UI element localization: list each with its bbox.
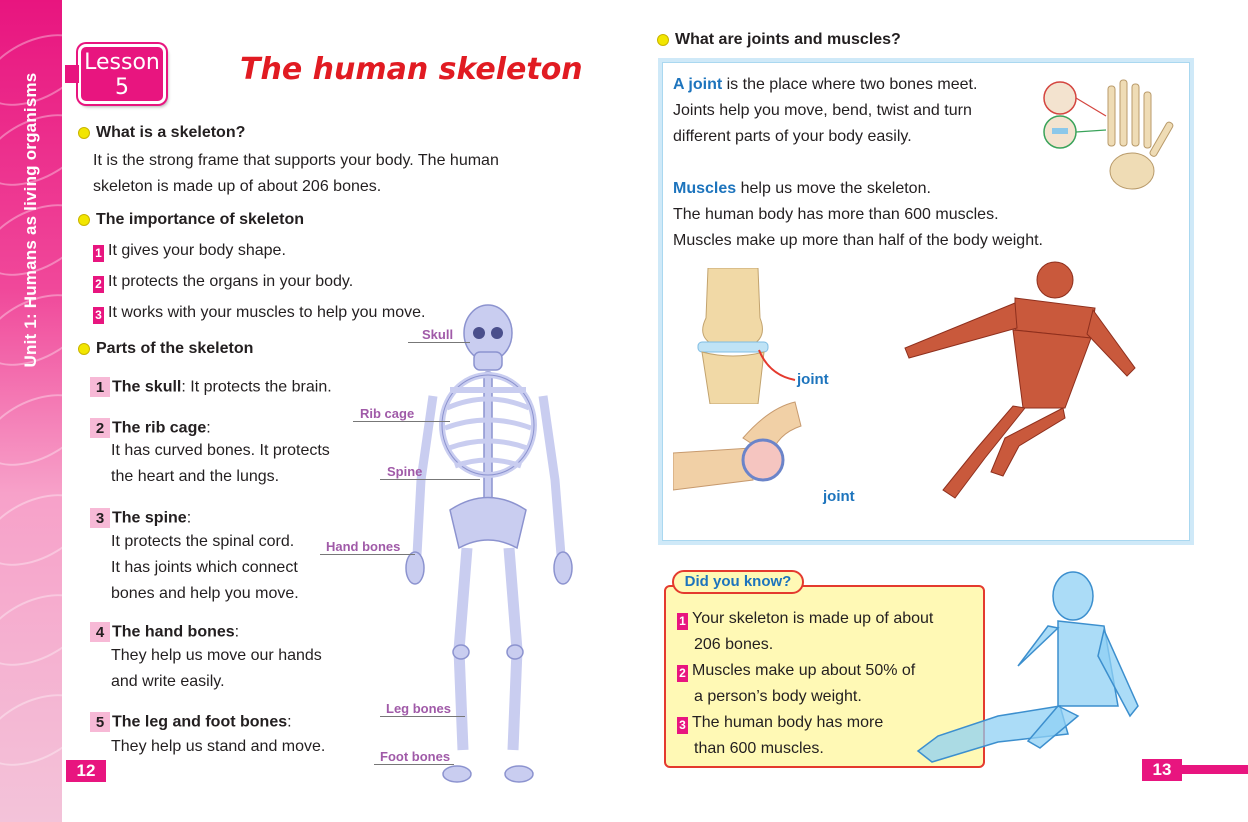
bullet-icon xyxy=(78,214,90,226)
part-separator: : xyxy=(234,623,240,641)
did-you-know-facts xyxy=(677,606,933,762)
muscle-texture xyxy=(0,380,62,481)
page-number-right: 13 xyxy=(1142,759,1182,781)
part-spine-desc xyxy=(111,529,299,607)
elbow-joint-illustration xyxy=(673,398,803,503)
part-separator: : xyxy=(287,713,292,731)
fact-number: 2 xyxy=(677,665,688,682)
heading-text: What is a skeleton? xyxy=(96,124,246,141)
text-fragment: is the place where two bones meet. xyxy=(722,76,978,93)
item-number: 1 xyxy=(93,245,104,262)
part-number: 1 xyxy=(90,377,110,397)
item-text: It protects the organs in your body. xyxy=(108,273,354,290)
part-desc: It protects the brain. xyxy=(185,378,332,396)
part-leg-foot-bones-desc xyxy=(111,734,325,760)
heading-text: The importance of skeleton xyxy=(96,211,305,228)
text-line xyxy=(673,72,977,98)
label-leg-bones: Leg bones xyxy=(386,701,452,716)
text-line: It has joints which connect xyxy=(111,559,298,576)
text-line: different parts of your body easily. xyxy=(673,128,912,145)
label-foot-bones: Foot bones xyxy=(380,749,451,764)
heading-text: What are joints and muscles? xyxy=(675,31,901,48)
part-number: 2 xyxy=(90,418,110,438)
bullet-icon xyxy=(78,127,90,139)
fact-text: 206 bones. xyxy=(694,636,774,653)
text-line: It has curved bones. It protects xyxy=(111,442,330,459)
text-line: It is the strong frame that supports your body. The human xyxy=(93,152,499,169)
part-leg-foot-bones xyxy=(90,712,292,732)
text-line: They help us move our hands xyxy=(111,647,322,664)
heading-joints-muscles xyxy=(657,31,901,49)
part-name: The hand bones xyxy=(112,623,235,641)
part-name: The spine xyxy=(112,509,187,527)
heading-what-is-skeleton xyxy=(78,124,245,142)
text-line: skeleton is made up of about 206 bones. xyxy=(93,178,382,195)
heading-text: Parts of the skeleton xyxy=(96,340,254,357)
part-rib-cage xyxy=(90,418,211,438)
heading-parts xyxy=(78,340,253,358)
term-muscles: Muscles xyxy=(673,180,737,197)
label-skull: Skull xyxy=(422,327,454,342)
list-item xyxy=(93,297,425,328)
part-hand-bones-desc xyxy=(111,643,322,695)
skeleton-definition xyxy=(93,148,499,200)
fact-text: a person’s body weight. xyxy=(694,688,862,705)
leader-line xyxy=(380,479,480,480)
part-name: The rib cage xyxy=(112,419,207,437)
part-separator: : xyxy=(181,378,186,396)
knee-pointer-arrow xyxy=(755,340,800,385)
lesson-badge-tab xyxy=(65,65,79,83)
leader-line xyxy=(353,421,450,422)
lesson-number: 5 xyxy=(115,75,129,100)
fact-text: Muscles make up about 50% of xyxy=(692,662,916,679)
importance-list xyxy=(93,235,425,328)
page-title: The human skeleton xyxy=(240,52,583,87)
did-you-know-title: Did you know? xyxy=(672,570,804,594)
fact-number: 1 xyxy=(677,613,688,630)
part-spine xyxy=(90,508,191,528)
leader-line xyxy=(380,716,465,717)
part-skull xyxy=(90,377,332,397)
part-hand-bones xyxy=(90,622,239,642)
skeleton-illustration xyxy=(395,300,585,800)
item-text: It works with your muscles to help you move. xyxy=(108,304,426,321)
part-number: 5 xyxy=(90,712,110,732)
fact-line xyxy=(677,658,933,684)
fact-text: than 600 muscles. xyxy=(694,740,824,757)
text-line: Joints help you move, bend, twist and turn xyxy=(673,102,972,119)
text-line: bones and help you move. xyxy=(111,585,299,602)
list-item xyxy=(93,266,425,297)
text-line: Muscles make up more than half of the body weight. xyxy=(673,232,1043,249)
term-joint: A joint xyxy=(673,76,723,93)
unit-label: Unit 1: Humans as living organisms xyxy=(21,72,40,368)
text-line: the heart and the lungs. xyxy=(111,468,280,485)
page-number-left: 12 xyxy=(66,760,106,782)
text-line: and write easily. xyxy=(111,673,225,690)
bullet-icon xyxy=(657,34,669,46)
muscle-texture xyxy=(0,580,62,681)
muscles-definition xyxy=(673,176,1043,254)
label-rib-cage: Rib cage xyxy=(360,406,415,421)
unit-side-strip xyxy=(0,0,62,822)
part-number: 4 xyxy=(90,622,110,642)
item-text: It gives your body shape. xyxy=(108,242,286,259)
joint-definition xyxy=(673,72,977,150)
muscle-texture xyxy=(0,480,62,581)
hand-bones-illustration xyxy=(1040,76,1180,196)
leader-line xyxy=(408,342,470,343)
label-elbow-joint: joint xyxy=(823,488,855,505)
fact-line xyxy=(677,710,933,736)
label-knee-joint: joint xyxy=(797,371,829,388)
text-fragment: help us move the skeleton. xyxy=(736,180,931,197)
part-name: The leg and foot bones xyxy=(112,713,288,731)
page-number-bar xyxy=(1180,765,1248,774)
bullet-icon xyxy=(78,343,90,355)
muscular-body-illustration xyxy=(895,258,1145,508)
leader-line xyxy=(320,554,415,555)
label-hand-bones: Hand bones xyxy=(326,539,401,554)
lesson-word: Lesson xyxy=(84,50,160,75)
item-number: 3 xyxy=(93,307,104,324)
lesson-badge xyxy=(78,44,166,104)
fact-number: 3 xyxy=(677,717,688,734)
label-spine: Spine xyxy=(387,464,423,479)
item-number: 2 xyxy=(93,276,104,293)
fact-text: Your skeleton is made up of about xyxy=(692,610,934,627)
fact-text: The human body has more xyxy=(692,714,884,731)
part-number: 3 xyxy=(90,508,110,528)
leader-line xyxy=(374,764,454,765)
part-separator: : xyxy=(186,509,192,527)
text-line xyxy=(673,176,1043,202)
text-line: The human body has more than 600 muscles. xyxy=(673,206,999,223)
part-rib-cage-desc xyxy=(111,438,330,490)
muscle-texture xyxy=(0,680,62,781)
text-line: They help us stand and move. xyxy=(111,738,326,755)
fact-line xyxy=(677,606,933,632)
part-separator: : xyxy=(206,419,211,437)
text-line: It protects the spinal cord. xyxy=(111,533,295,550)
x-ray-body-illustration xyxy=(908,566,1148,766)
part-name: The skull xyxy=(112,378,182,396)
list-item xyxy=(93,235,425,266)
heading-importance xyxy=(78,211,304,229)
